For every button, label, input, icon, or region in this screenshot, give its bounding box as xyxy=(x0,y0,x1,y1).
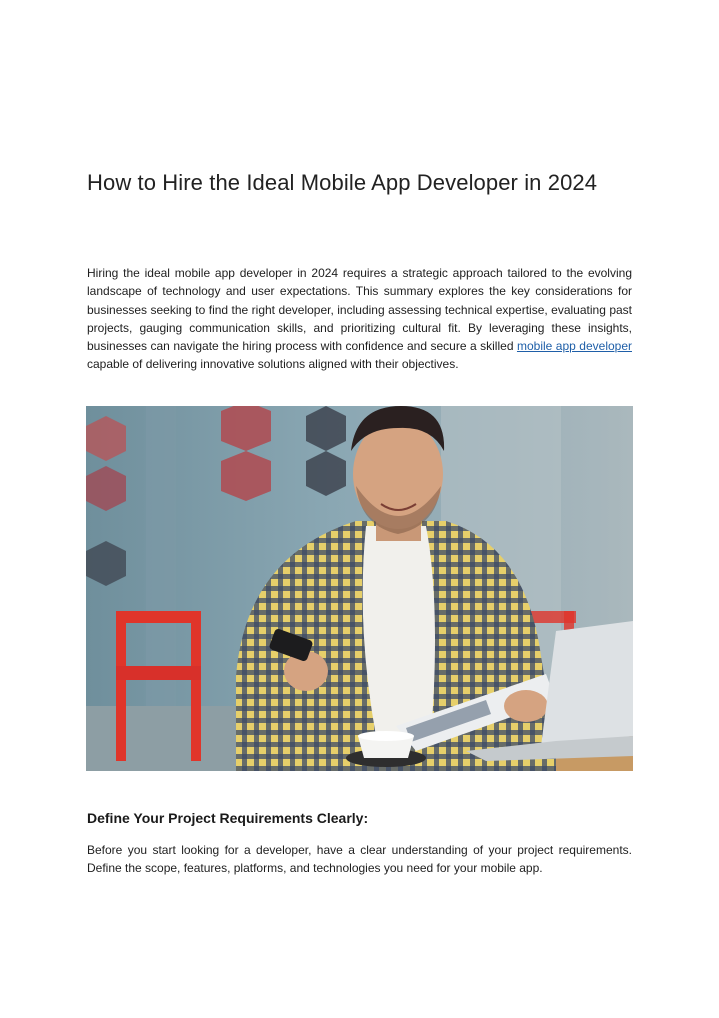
hero-photo xyxy=(86,406,633,771)
page-title: How to Hire the Ideal Mobile App Developer in 2024 xyxy=(87,170,598,195)
intro-text-after-link: capable of delivering innovative solutions aligned with their objectives. xyxy=(87,357,459,372)
intro-text-before-link: Hiring the ideal mobile app developer in 2024 requires a strategic approach tailored to the evolving landscape of technology and user expectations. This summary explores the key considerations for businesses seeking to find the right developer, including assessing technical expertise, evaluating past projects, gauging communication skills, and prioritizing cultural fit. By leveraging these insights, businesses can navigate the hiring process with confidence and secure a skilled xyxy=(87,266,632,354)
section-heading-requirements: Define Your Project Requirements Clearly: xyxy=(87,810,369,826)
mobile-app-developer-link[interactable]: mobile app developer xyxy=(516,339,632,354)
intro-paragraph xyxy=(87,264,632,374)
section-body-requirements: Before you start looking for a developer, have a clear understanding of your project requirements. Define the scope, features, platforms, and technologies you need for your mobile app. xyxy=(87,843,632,876)
